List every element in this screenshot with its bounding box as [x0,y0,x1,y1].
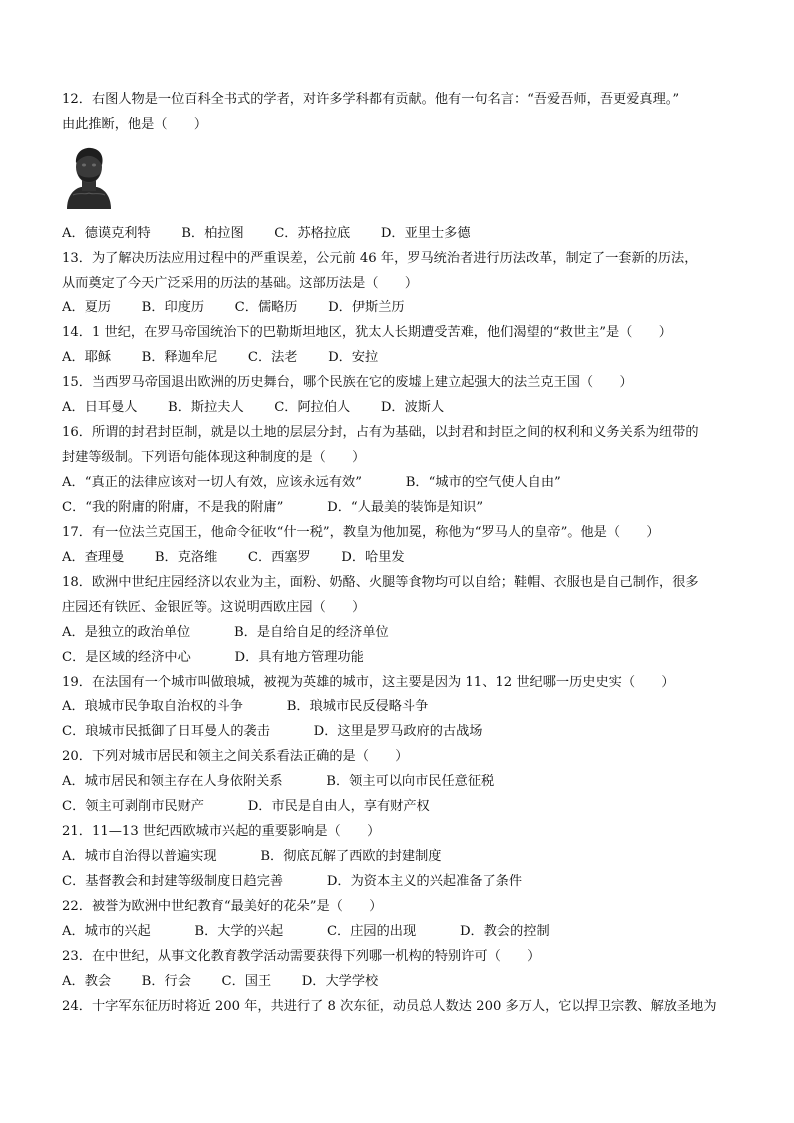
q18-stem-cont: 庄园还有铁匠、金银匠等。这说明西欧庄园（ ） [62,600,366,615]
q19-options-cd: C．琅城市民抵御了日耳曼人的袭击 D．这里是罗马政府的古战场 [62,724,483,739]
q21-stem: 21．11—13 世纪西欧城市兴起的重要影响是（ ） [62,824,381,839]
q23-stem: 23．在中世纪，从事文化教育教学活动需要获得下列哪一机构的特别许可（ ） [62,949,541,964]
q16-options-cd: C．“我的附庸的附庸，不是我的附庸” D．“人最美的装饰是知识” [62,500,484,515]
q19-stem: 19．在法国有一个城市叫做琅城，被视为英雄的城市，这主要是因为 11、12 世纪哪一历史史实（ ） [62,675,675,690]
q23-options: A．教会 B．行会 C．国王 D．大学学校 [62,974,379,989]
q18-stem: 18．欧洲中世纪庄园经济以农业为主，面粉、奶酪、火腿等食物均可以自给；鞋帽、衣服也是自己制作，很多 [62,575,699,590]
q13-stem-cont: 从而奠定了今天广泛采用的历法的基础。这部历法是（ ） [62,276,419,291]
q14-options: A．耶稣 B．释迦牟尼 C．法老 D．安拉 [62,350,379,365]
q12-stem: 12．右图人物是一位百科全书式的学者，对许多学科都有贡献。他有一句名言：“吾爱吾师，吾更爱真理。” [62,92,680,107]
q20-options-cd: C．领主可剥削市民财产 D．市民是自由人，享有财产权 [62,799,430,814]
q21-options-ab: A．城市自治得以普遍实现 B．彻底瓦解了西欧的封建制度 [62,849,442,864]
q16-stem: 16．所谓的封君封臣制，就是以土地的层层分封，占有为基础，以封君和封臣之间的权利和义务关系为纽带的 [62,425,699,440]
q18-options-cd: C．是区域的经济中心 D．具有地方管理功能 [62,650,364,665]
q21-options-cd: C．基督教会和封建等级制度日趋完善 D．为资本主义的兴起准备了条件 [62,874,523,889]
q22-options: A．城市的兴起 B．大学的兴起 C．庄园的出现 D．教会的控制 [62,924,550,939]
q16-stem-cont: 封建等级制。下列语句能体现这种制度的是（ ） [62,450,366,465]
q13-options: A．夏历 B．印度历 C．儒略历 D．伊斯兰历 [62,300,405,315]
q12-options: A．德谟克利特 B．柏拉图 C．苏格拉底 D．亚里士多德 [62,226,471,241]
q15-stem: 15．当西罗马帝国退出欧洲的历史舞台，哪个民族在它的废墟上建立起强大的法兰克王国（ ） [62,375,633,390]
q12-stem-cont: 由此推断，他是（ ） [62,117,208,132]
q22-stem: 22．被誉为欧洲中世纪教育“最美好的花朵”是（ ） [62,899,383,914]
q13-stem: 13．为了解决历法应用过程中的严重误差，公元前 46 年，罗马统治者进行历法改革，制定了一套新的历法， [62,251,698,266]
q14-stem: 14．1 世纪，在罗马帝国统治下的巴勒斯坦地区，犹太人长期遭受苦难，他们渴望的“救世主”是（ ） [62,325,672,340]
q24-stem: 24．十字军东征历时将近 200 年，共进行了 8 次东征，动员总人数达 200 多万人，它以捍卫宗教、解放圣地为 [62,999,717,1014]
q20-options-ab: A．城市居民和领主存在人身依附关系 B．领主可以向市民任意征税 [62,774,495,789]
q20-stem: 20．下列对城市居民和领主之间关系看法正确的是（ ） [62,749,409,764]
q19-options-ab: A．琅城市民争取自治权的斗争 B．琅城市民反侵略斗争 [62,699,429,714]
q18-options-ab: A．是独立的政治单位 B．是自给自足的经济单位 [62,625,389,640]
q17-stem: 17．有一位法兰克国王，他命令征收“什一税”，教皇为他加冕，称他为“罗马人的皇帝”。他是（ ） [62,525,660,540]
philosopher-bust-image [63,145,115,211]
q15-options: A．日耳曼人 B．斯拉夫人 C．阿拉伯人 D．波斯人 [62,400,445,415]
q16-options-ab: A．“真正的法律应该对一切人有效，应该永远有效” B．“城市的空气使人自由” [62,475,561,490]
q17-options: A．查理曼 B．克洛维 C．西塞罗 D．哈里发 [62,550,405,565]
